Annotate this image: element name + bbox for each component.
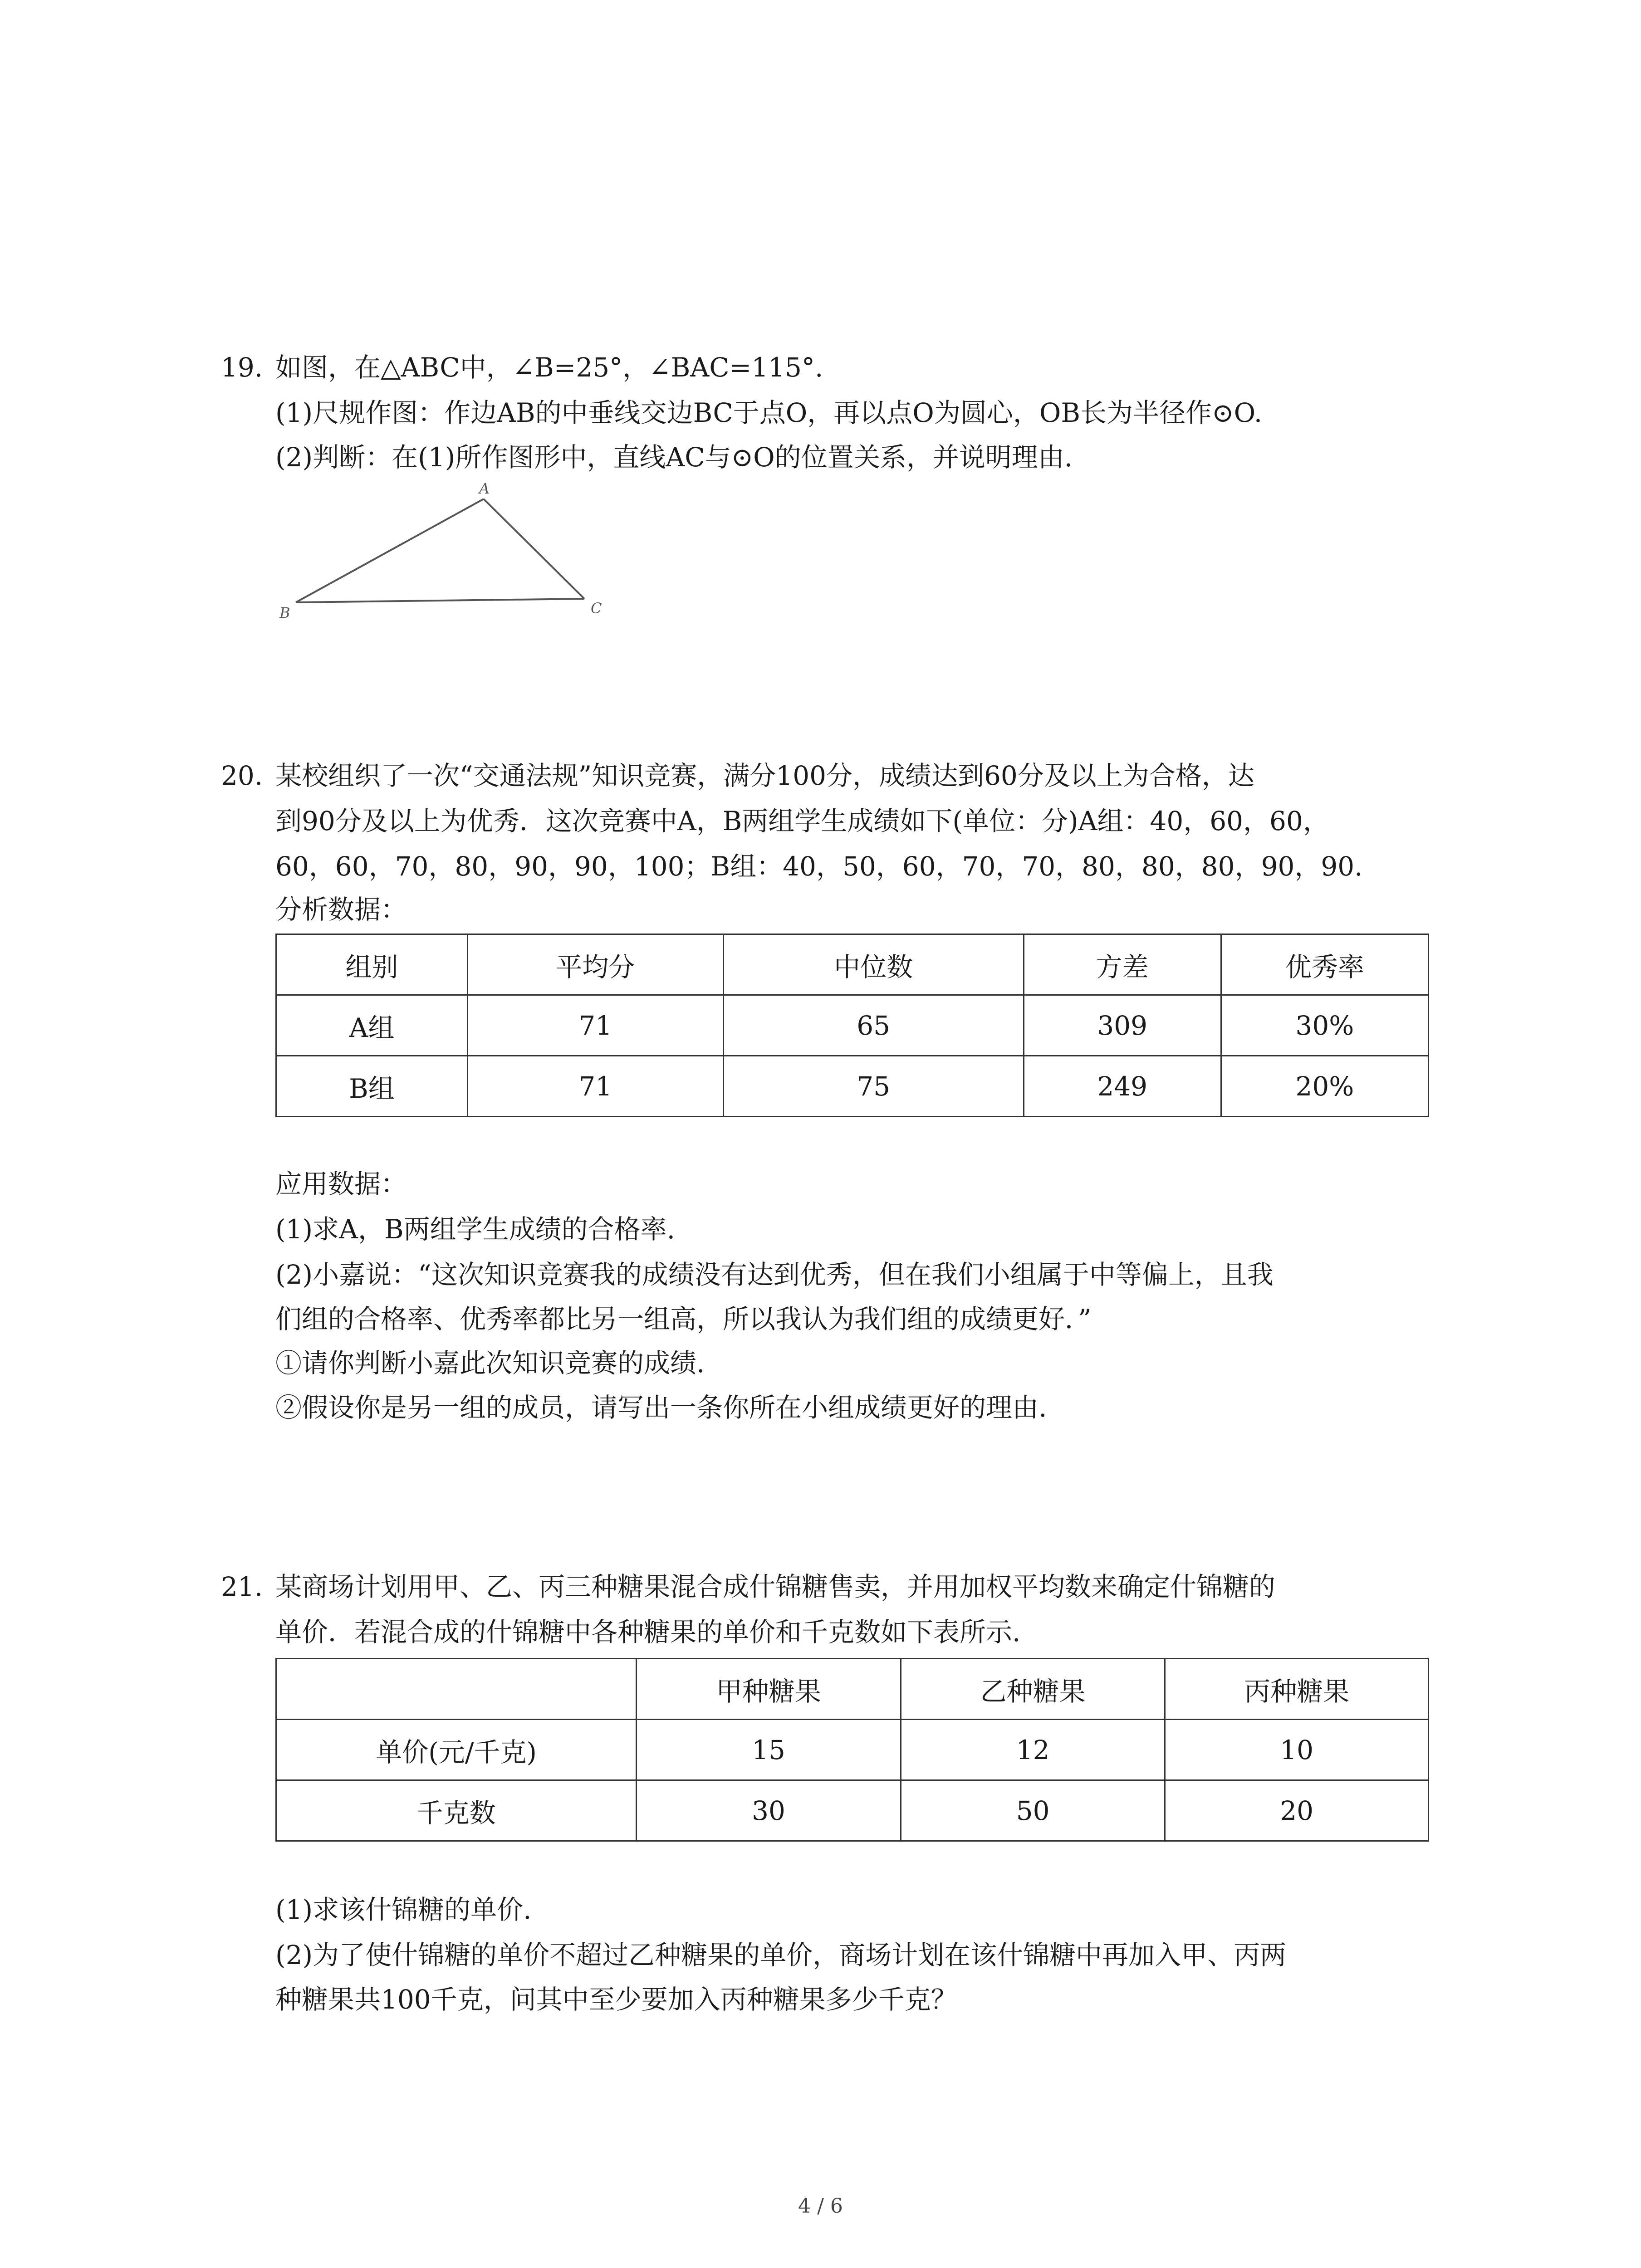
- q20-apply-label: 应用数据：: [275, 1168, 407, 1199]
- q20-line2: 到90分及以上为优秀．这次竞赛中A，B两组学生成绩如下(单位：分)A组：40，60，60，: [275, 806, 1329, 836]
- q21-part2-line2: 种糖果共100千克，问其中至少要加入丙种糖果多少千克？: [275, 1984, 957, 2015]
- label-c: C: [591, 600, 602, 617]
- table-cell: 12: [901, 1720, 1165, 1780]
- header-cell: 丙种糖果: [1165, 1659, 1429, 1720]
- q20-line1: 某校组织了一次“交通法规”知识竞赛，满分100分，成绩达到60分及以上为合格，达: [275, 760, 1254, 791]
- side-ab: [296, 499, 484, 602]
- table-cell: 千克数: [276, 1780, 637, 1841]
- q20-sub1: ①请你判断小嘉此次知识竞赛的成绩.: [275, 1348, 705, 1378]
- q21-table: [275, 1658, 1429, 1842]
- q19-number: 19.: [221, 352, 263, 383]
- side-ac: [484, 499, 584, 599]
- q20-part2-line1: (2)小嘉说：“这次知识竞赛我的成绩没有达到优秀，但在我们小组属于中等偏上，且我: [275, 1259, 1274, 1290]
- q20-analysis-label: 分析数据：: [275, 894, 407, 925]
- label-b: B: [279, 604, 290, 621]
- table-cell: 75: [723, 1056, 1024, 1117]
- header-cell: 组别: [276, 934, 468, 995]
- q21-part2-line1: (2)为了使什锦糖的单价不超过乙种糖果的单价，商场计划在该什锦糖中再加入甲、丙两: [275, 1940, 1287, 1970]
- table-header-row: [276, 1659, 1429, 1720]
- q21-line2: 单价．若混合成的什锦糖中各种糖果的单价和千克数如下表所示.: [275, 1617, 1021, 1647]
- q21-line1: 某商场计划用甲、乙、丙三种糖果混合成什锦糖售卖，并用加权平均数来确定什锦糖的: [275, 1571, 1276, 1602]
- side-bc: [296, 599, 584, 602]
- q21-number: 21.: [221, 1571, 263, 1602]
- header-cell: 中位数: [723, 934, 1024, 995]
- q19-part2: (2)判断：在(1)所作图形中，直线AC与⊙O的位置关系，并说明理由.: [275, 442, 1073, 473]
- table-row: [276, 1780, 1429, 1841]
- label-a: A: [479, 481, 490, 497]
- q20-line3: 60，60，70，80，90，90，100；B组：40，50，60，70，70，80，80，80，90，90.: [275, 851, 1363, 882]
- q20-table: [275, 934, 1429, 1117]
- header-cell: 方差: [1024, 934, 1221, 995]
- triangle-figure: [272, 481, 617, 626]
- table-header-row: [276, 934, 1429, 995]
- table-cell: 30%: [1221, 995, 1428, 1056]
- table-cell: 单价(元/千克): [276, 1720, 637, 1780]
- q20-part2-line2: 们组的合格率、优秀率都比另一组高，所以我认为我们组的成绩更好．”: [275, 1304, 1092, 1334]
- header-cell: 甲种糖果: [637, 1659, 901, 1720]
- header-cell: 乙种糖果: [901, 1659, 1165, 1720]
- table-cell: 309: [1024, 995, 1221, 1056]
- table-cell: 20%: [1221, 1056, 1428, 1117]
- table-cell: A组: [276, 995, 468, 1056]
- table-cell: 65: [723, 995, 1024, 1056]
- header-cell: [276, 1659, 637, 1720]
- table-cell: 71: [467, 1056, 723, 1117]
- q20-sub2: ②假设你是另一组的成员，请写出一条你所在小组成绩更好的理由.: [275, 1392, 1047, 1423]
- table-cell: 30: [637, 1780, 901, 1841]
- q20-part1: (1)求A，B两组学生成绩的合格率.: [275, 1214, 676, 1245]
- table-cell: 50: [901, 1780, 1165, 1841]
- q21-part1: (1)求该什锦糖的单价.: [275, 1894, 532, 1925]
- table-cell: 10: [1165, 1720, 1429, 1780]
- table-cell: B组: [276, 1056, 468, 1117]
- table-cell: 249: [1024, 1056, 1221, 1117]
- table-cell: 71: [467, 995, 723, 1056]
- table-cell: 20: [1165, 1780, 1429, 1841]
- header-cell: 优秀率: [1221, 934, 1428, 995]
- q19-part1: (1)尺规作图：作边AB的中垂线交边BC于点O，再以点O为圆心，OB长为半径作⊙O.: [275, 397, 1263, 428]
- page-number: 4 / 6: [798, 2195, 843, 2218]
- table-row: [276, 1056, 1429, 1117]
- table-row: [276, 995, 1429, 1056]
- q20-number: 20.: [221, 760, 263, 791]
- table-cell: 15: [637, 1720, 901, 1780]
- header-cell: 平均分: [467, 934, 723, 995]
- q19-stem: 如图，在△ABC中，∠B=25°，∠BAC=115°.: [275, 352, 823, 383]
- table-row: [276, 1720, 1429, 1780]
